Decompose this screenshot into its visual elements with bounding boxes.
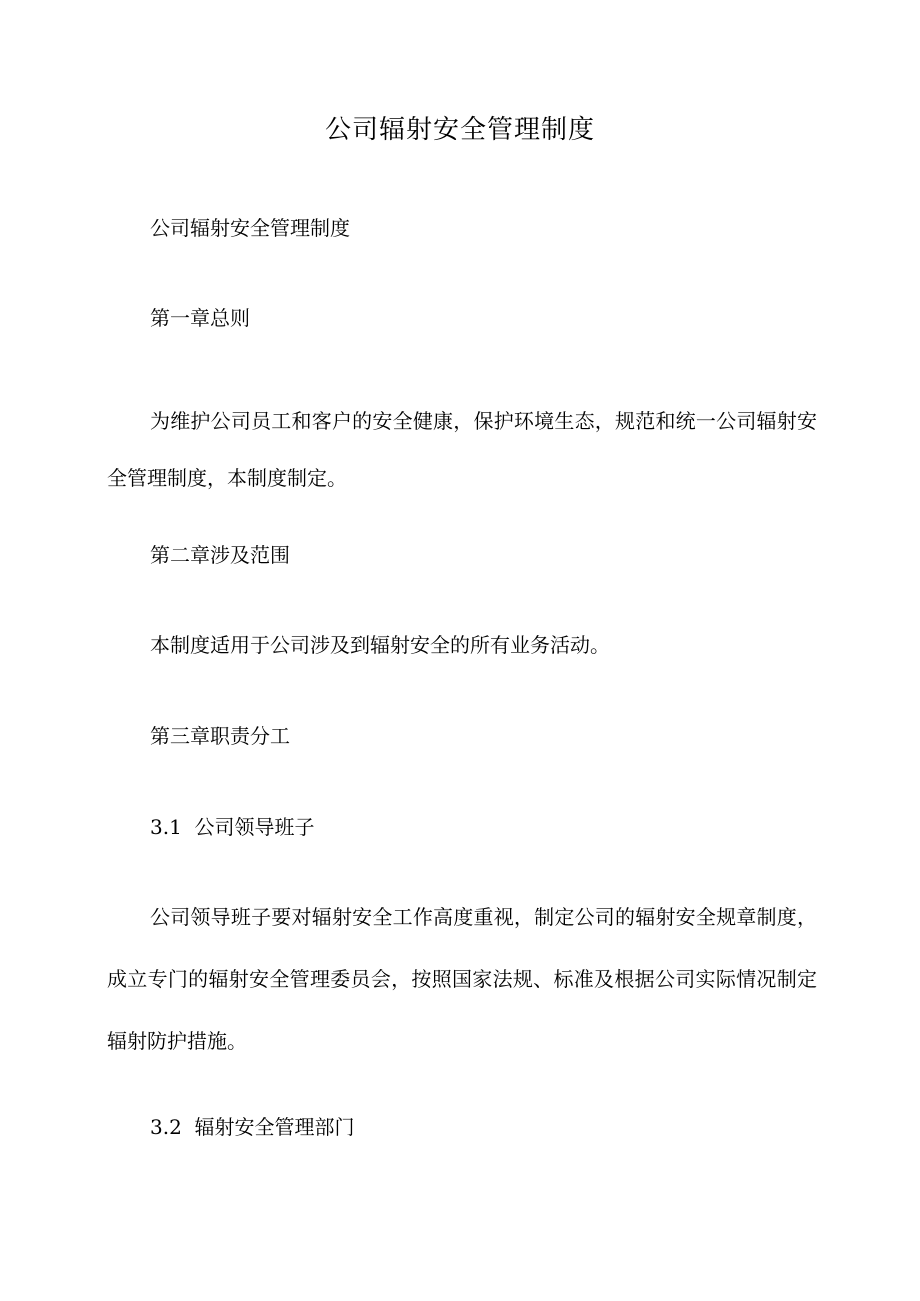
paragraph-subtitle: 公司辐射安全管理制度 <box>150 216 350 240</box>
section-3-1-heading: 3.1 公司领导班子 <box>150 815 315 839</box>
chapter-2-heading: 第二章涉及范围 <box>150 543 290 567</box>
section-3-1-body: 公司领导班子要对辐射安全工作高度重视，制定公司的辐射安全规章制度，成立专门的辐射安全管理委员会，按照国家法规、标准及根据公司实际情况制定辐射防护措施。 <box>107 905 817 1053</box>
chapter-1-heading: 第一章总则 <box>150 306 250 330</box>
chapter-3-heading: 第三章职责分工 <box>150 724 290 748</box>
section-3-2-heading: 3.2 辐射安全管理部门 <box>150 1115 355 1139</box>
chapter-2-body: 本制度适用于公司涉及到辐射安全的所有业务活动。 <box>150 633 610 657</box>
chapter-1-body: 为维护公司员工和客户的安全健康，保护环境生态，规范和统一公司辐射安全管理制度，本制度制定。 <box>107 409 817 490</box>
document-title: 公司辐射安全管理制度 <box>324 115 595 145</box>
